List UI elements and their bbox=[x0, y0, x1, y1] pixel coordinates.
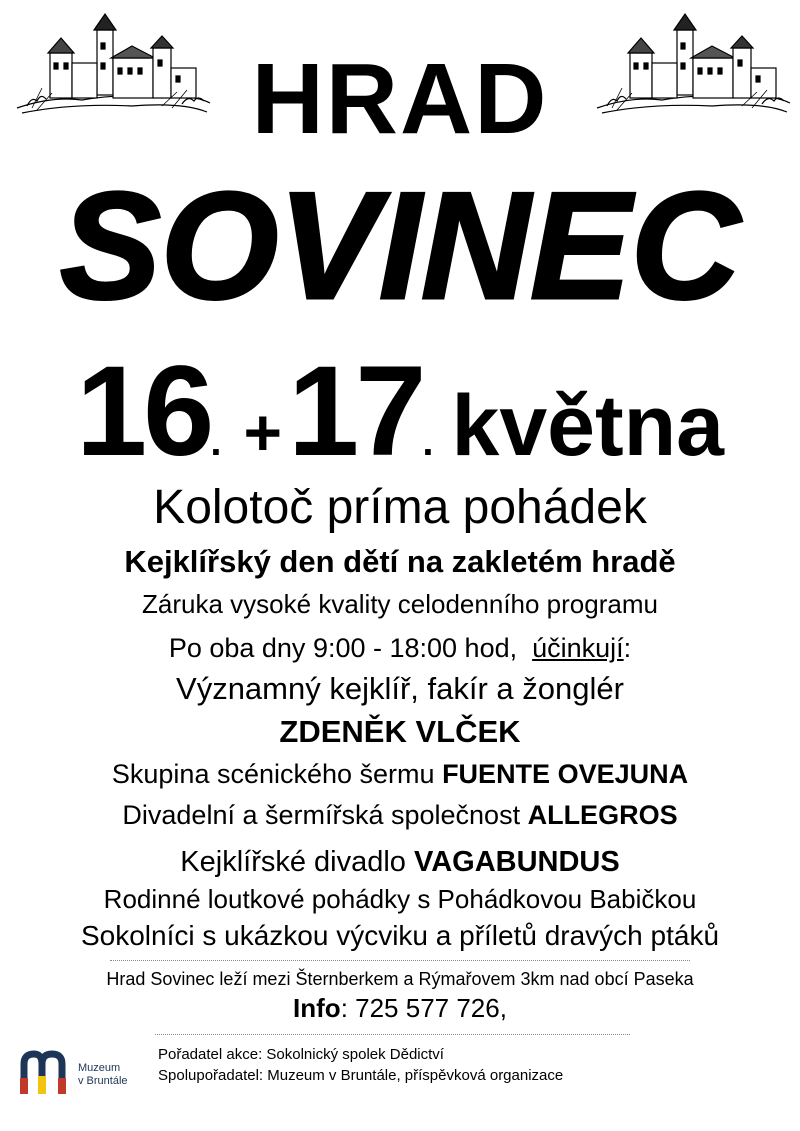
hours-suffix: : bbox=[623, 633, 632, 663]
date-dot-1: . bbox=[210, 420, 222, 464]
title-sovinec-text: SOVINEC bbox=[60, 161, 743, 318]
hours-performers-label: účinkují bbox=[532, 633, 624, 663]
date-day-2: 17 bbox=[288, 340, 423, 483]
group-2-name: ALLEGROS bbox=[527, 800, 678, 830]
date-plus: + bbox=[243, 395, 283, 469]
divider-bottom bbox=[155, 1034, 630, 1035]
performer-group-3 bbox=[0, 843, 800, 881]
subtitle-secondary: Kejklířský den dětí na zakletém hradě bbox=[124, 544, 676, 579]
performer-group-4: Rodinné loutkové pohádky s Pohádkovou Babičkou bbox=[103, 884, 697, 914]
group-2-description: Divadelní a šermířská společnost bbox=[122, 800, 528, 830]
date-dot-2: . bbox=[422, 420, 434, 464]
coorganizer-text: Spolupořadatel: Muzeum v Bruntále, příspěvková organizace bbox=[158, 1067, 564, 1084]
group-1-description: Skupina scénického šermu bbox=[111, 759, 443, 789]
divider-top bbox=[110, 960, 690, 961]
location-text: Hrad Sovinec leží mezi Šternberkem a Rýmařovem 3km nad obcí Paseka bbox=[106, 969, 694, 989]
group-3-description: Kejklířské divadlo bbox=[180, 846, 414, 878]
title-sovinec bbox=[0, 148, 800, 318]
performer-1-name: ZDENĚK VLČEK bbox=[279, 714, 521, 749]
group-3-name: VAGABUNDUS bbox=[414, 846, 620, 878]
organizer-text: Pořadatel akce: Sokolnický spolek Dědictví bbox=[158, 1046, 444, 1063]
opening-hours bbox=[0, 631, 800, 665]
museum-logo-icon bbox=[20, 1048, 72, 1096]
performer-group-1 bbox=[0, 756, 800, 792]
logo-line-1: Muzeum bbox=[78, 1062, 121, 1074]
performer-group-5: Sokolníci s ukázkou výcviku a příletů dravých ptáků bbox=[80, 920, 720, 951]
museum-logo-text bbox=[78, 1062, 128, 1088]
info-line bbox=[0, 992, 800, 1024]
date-day-1: 16 bbox=[75, 340, 211, 483]
subtitle: Kolotoč príma pohádek bbox=[153, 481, 647, 534]
performer-1-description: Významný kejklíř, fakír a žonglér bbox=[176, 671, 624, 706]
logo-line-2: v Bruntále bbox=[78, 1075, 128, 1087]
info-phone: : 725 577 726, bbox=[340, 993, 507, 1023]
hours-prefix: Po oba dny 9:00 - 18:00 hod, bbox=[168, 633, 533, 663]
date-month: května bbox=[451, 378, 725, 474]
info-label: Info bbox=[293, 993, 341, 1023]
performer-group-2 bbox=[0, 797, 800, 833]
group-1-name: FUENTE OVEJUNA bbox=[442, 759, 689, 789]
museum-logo bbox=[20, 1048, 130, 1098]
title-hrad: HRAD bbox=[251, 43, 549, 155]
guarantee-text: Záruka vysoké kvality celodenního programu bbox=[142, 589, 658, 619]
event-dates bbox=[0, 338, 800, 483]
